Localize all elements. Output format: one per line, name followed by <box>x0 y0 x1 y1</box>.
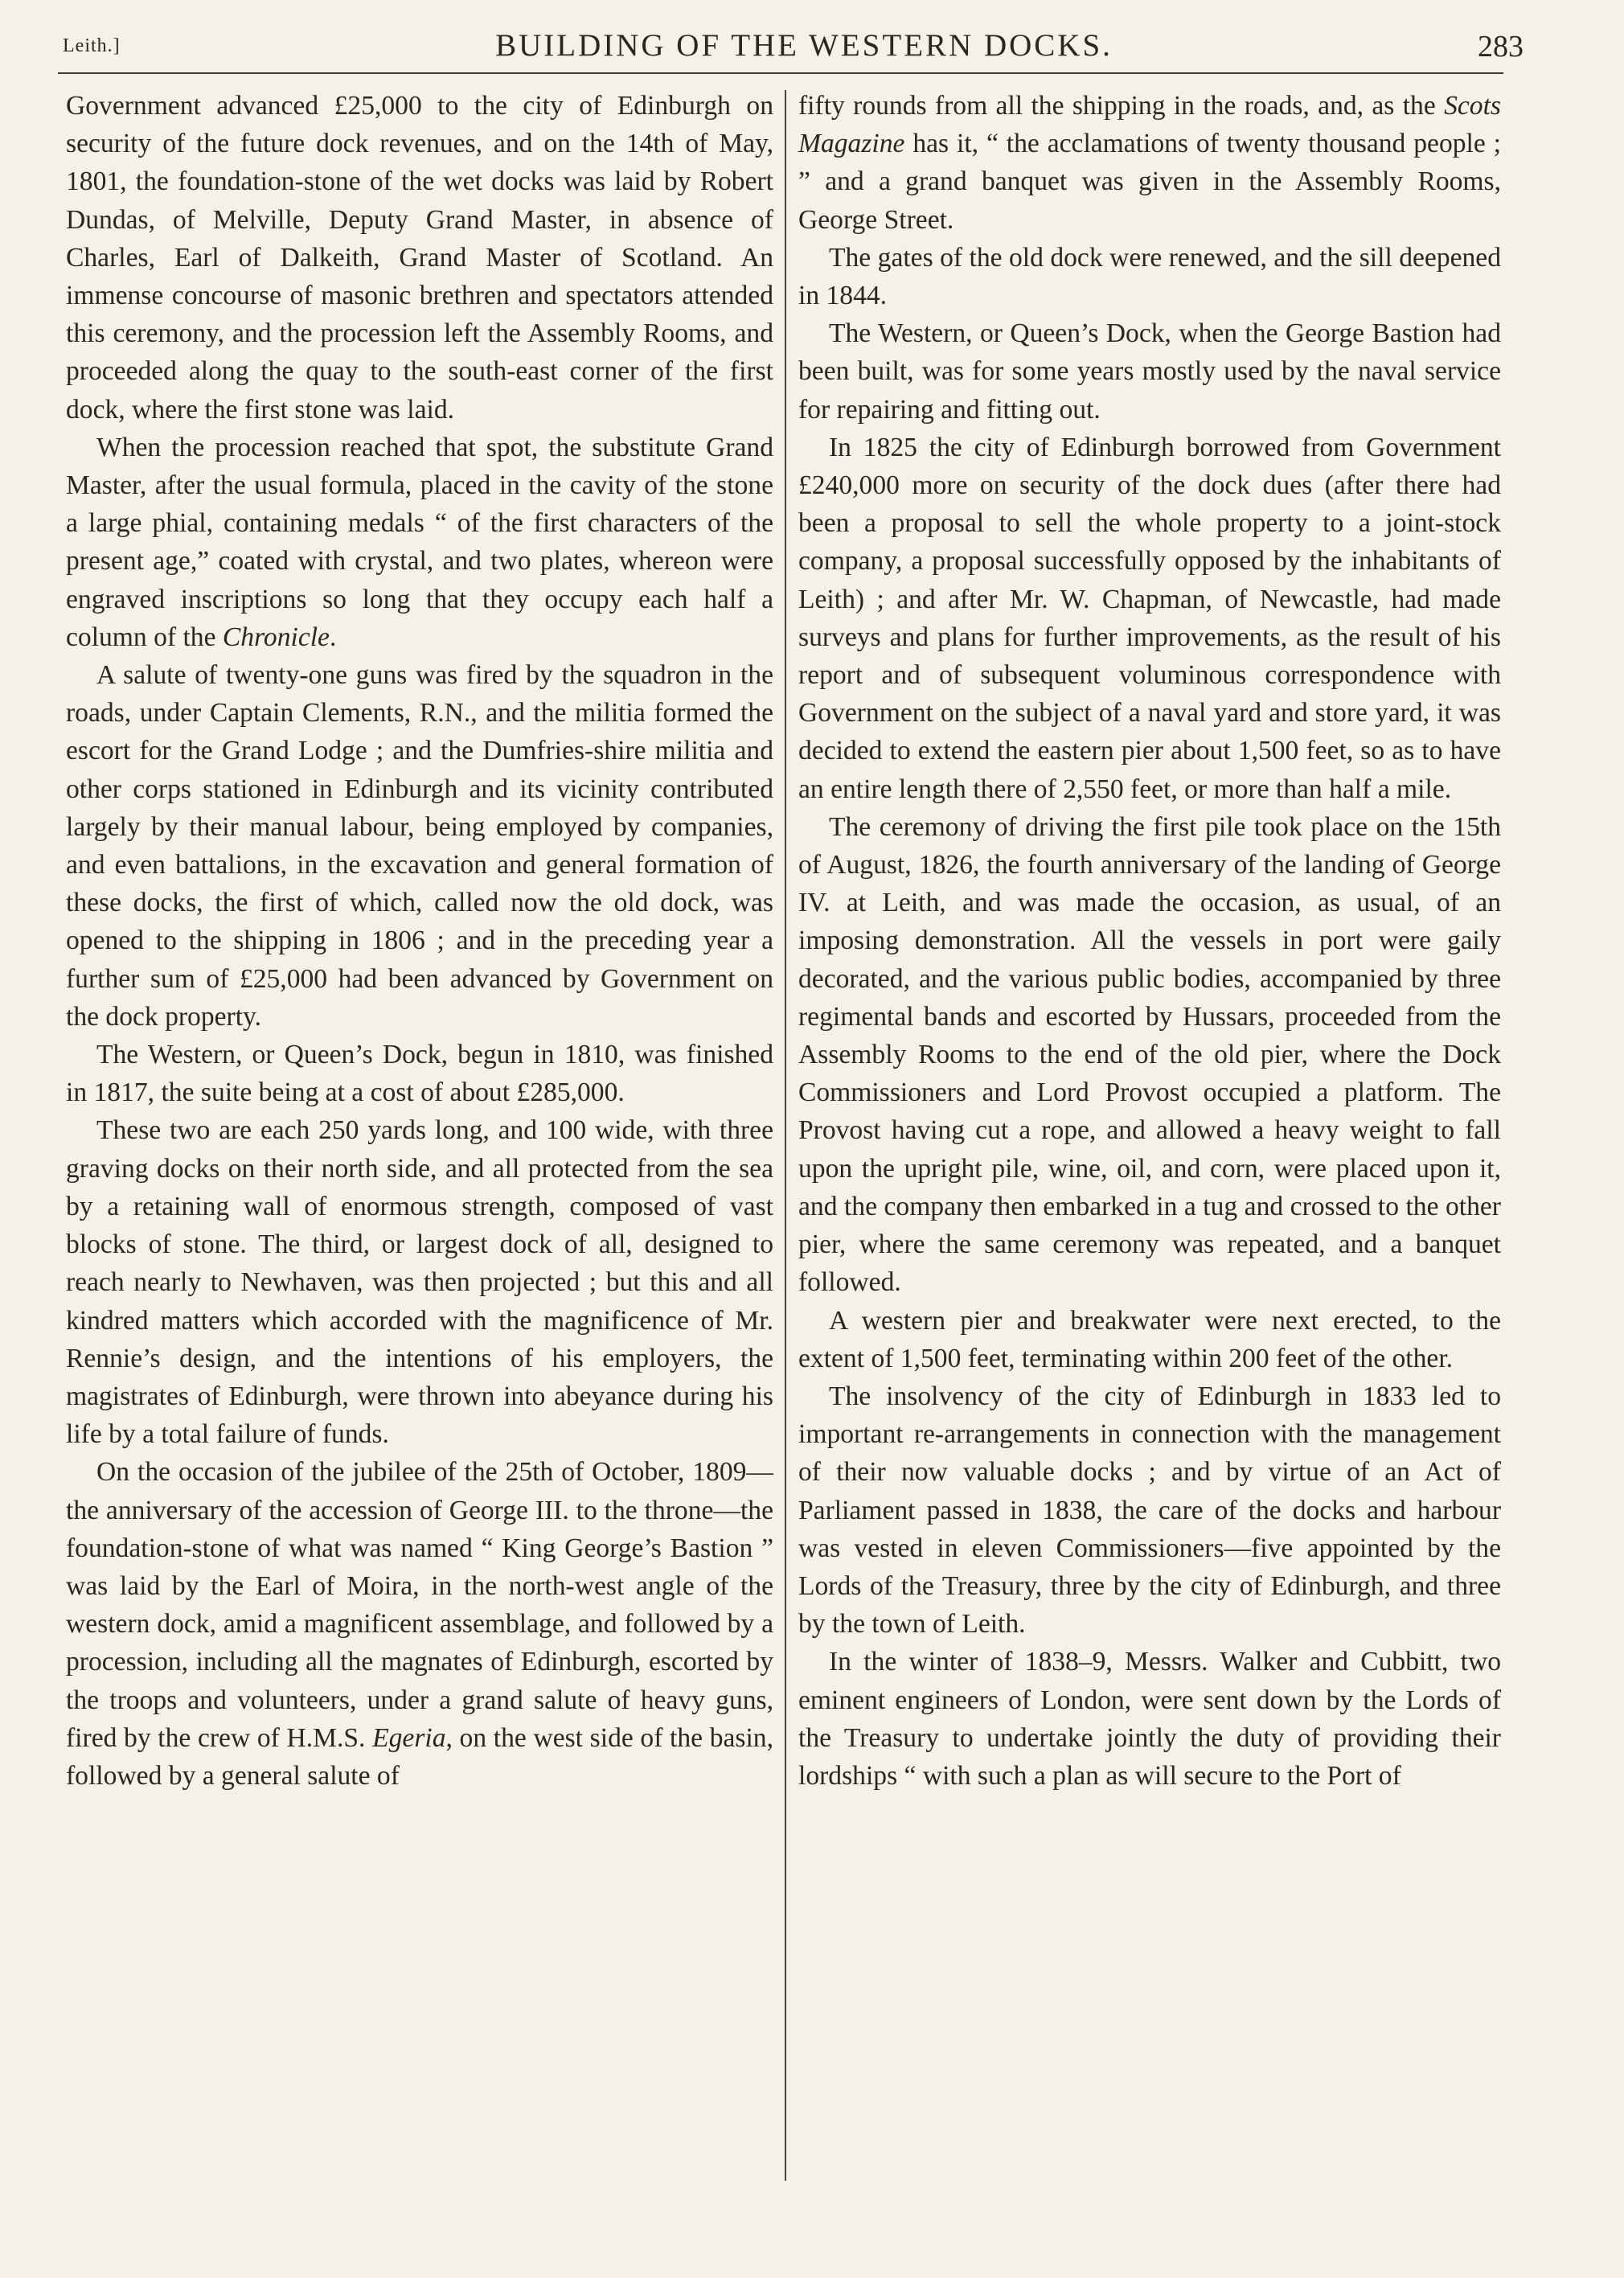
right-column <box>798 87 1501 1795</box>
paragraph <box>66 429 773 656</box>
paragraph <box>798 808 1501 1302</box>
paragraph-text: A western pier and breakwater were next erected, to the extent of 1,500 feet, terminating within 200 feet of the other. <box>798 1305 1501 1373</box>
paragraph-text: Government advanced £25,000 to the city of Edinburgh on security of the future dock revenues, and on the 14th of May, 1801, the foundation-stone of the wet docks was laid by Robert Dundas, of Melville, Deputy Grand Master, in absence of Charles, Earl of Dalkeith, Grand Master of Scotland. An immense concourse of masonic brethren and spectators attended this ceremony, and the procession left the Assembly Rooms, and proceeded along the quay to the south-east corner of the first dock, where the first stone was laid. <box>66 91 773 425</box>
running-head-title: BUILDING OF THE WESTERN DOCKS. <box>495 28 1113 63</box>
paragraph-text: A salute of twenty-one guns was fired by the squadron in the roads, under Captain Clements, R.N., and the militia formed the escort for the Grand Lodge ; and the Dumfries-shire militia and other corps stationed in Edinburgh and its vicinity contributed largely by their manual labour, being employed by companies, and even battalions, in the excavation and general formation of these docks, the first of which, called now the old dock, was opened to the shipping in 1806 ; and in the preceding year a further sum of £25,000 had been advanced by Government on the dock property. <box>66 660 773 1032</box>
paragraph <box>66 1111 773 1453</box>
paragraph <box>798 314 1501 429</box>
paragraph-text: The Western, or Queen’s Dock, begun in 1810, was finished in 1817, the suite being at a cost of about £285,000. <box>66 1040 773 1108</box>
paragraph-text: The insolvency of the city of Edinburgh in 1833 led to important re-arrangements in connection with the management of their now valuable docks ; and by virtue of an Act of Parliament passed in 1838, the care of the docks and harbour was vested in eleven Commissioners—five appointed by the Lords of the Treasury, three by the city of Edinburgh, and three by the town of Leith. <box>798 1381 1501 1640</box>
paragraph-text: These two are each 250 yards long, and 100 wide, with three graving docks on their north side, and all protected from the sea by a retaining wall of enormous strength, composed of vast blocks of stone. The third, or largest dock of all, designed to reach nearly to Newhaven, was then projected ; but this and all kindred matters which accorded with the magnificence of Mr. Rennie’s design, and the intentions of his employers, the magistrates of Edinburgh, were thrown into abeyance during his life by a total failure of funds. <box>66 1115 773 1450</box>
italic-title-text: Chronicle <box>222 622 330 652</box>
paragraph-text: has it, “ the acclamations of twenty thousand people ; ” and a grand banquet was given in the Assembly Rooms, George Street. <box>798 129 1501 235</box>
running-head-section: Leith.] <box>63 35 121 56</box>
paragraph-text: In the winter of 1838–9, Messrs. Walker and Cubbitt, two eminent engineers of London, were sent down by the Lords of the Treasury to undertake jointly the duty of providing their lordships “ with such a plan as will secure to the Port of <box>798 1647 1501 1791</box>
left-column <box>66 87 773 1795</box>
paragraph-text: In 1825 the city of Edinburgh borrowed from Government £240,000 more on security of the dock dues (after there had been a proposal to sell the whole property to a joint-stock company, a proposal successfully opposed by the inhabitants of Leith) ; and after Mr. W. Chapman, of Newcastle, had made surveys and plans for further improvements, as the result of his report and of subsequent voluminous correspondence with Government on the subject of a naval yard and store yard, it was decided to extend the eastern pier about 1,500 feet, so as to have an entire length there of 2,550 feet, or more than half a mile. <box>798 432 1501 804</box>
paragraph <box>798 239 1501 314</box>
italic-title-text: Egeria <box>372 1722 446 1753</box>
paragraph-text: On the occasion of the jubilee of the 25th of October, 1809—the anniversary of the accession of George III. to the throne—the foundation-stone of what was named “ King George’s Bastion ” was laid by the Earl of Moira, in the north-west angle of the western dock, amid a magnificent assemblage, and followed by a procession, including all the magnates of Edinburgh, escorted by the troops and volunteers, under a grand salute of heavy guns, fired by the crew of H.M.S. <box>66 1457 773 1753</box>
paragraph-text: The ceremony of driving the first pile took place on the 15th of August, 1826, the fourth anniversary of the landing of George IV. at Leith, and was made the occasion, as usual, of an imposing demonstration. All the vessels in port were gaily decorated, and the various public bodies, accompanied by three regimental bands and escorted by Hussars, proceeded from the Assembly Rooms to the end of the old pier, where the Dock Commissioners and Lord Provost occupied a platform. The Provost having cut a rope, and allowed a heavy weight to fall upon the upright pile, wine, oil, and corn, were placed upon it, and the company then embarked in a tug and crossed to the other pier, where the same ceremony was repeated, and a banquet followed. <box>798 811 1501 1298</box>
paragraph-text: The gates of the old dock were renewed, and the sill deepened in 1844. <box>798 242 1501 311</box>
paragraph <box>798 1302 1501 1377</box>
paragraph-text: fifty rounds from all the shipping in the roads, and, as the <box>798 91 1445 121</box>
paragraph-text: When the procession reached that spot, the substitute Grand Master, after the usual formula, placed in the cavity of the stone a large phial, containing medals “ of the first characters of the present age,” coated with crystal, and two plates, whereon were engraved inscriptions so long that they occupy each half a column of the <box>66 432 773 652</box>
paragraph-text: , on the west side of the basin, followed by a general salute of <box>66 1722 773 1791</box>
paragraph <box>66 87 773 429</box>
italic-title-text: Scots Magazine <box>798 91 1501 159</box>
column-divider <box>785 90 786 2181</box>
paragraph <box>66 1453 773 1795</box>
header-rule <box>58 72 1503 74</box>
paragraph-text: . <box>329 622 337 652</box>
page-number: 283 <box>1478 30 1524 64</box>
paragraph <box>798 87 1501 239</box>
paragraph <box>66 656 773 1036</box>
paragraph <box>66 1036 773 1111</box>
page-header <box>0 0 1624 80</box>
paragraph <box>798 429 1501 808</box>
paragraph <box>798 1643 1501 1795</box>
paragraph-text: The Western, or Queen’s Dock, when the George Bastion had been built, was for some years mostly used by the naval service for repairing and fitting out. <box>798 318 1501 425</box>
paragraph <box>798 1377 1501 1643</box>
